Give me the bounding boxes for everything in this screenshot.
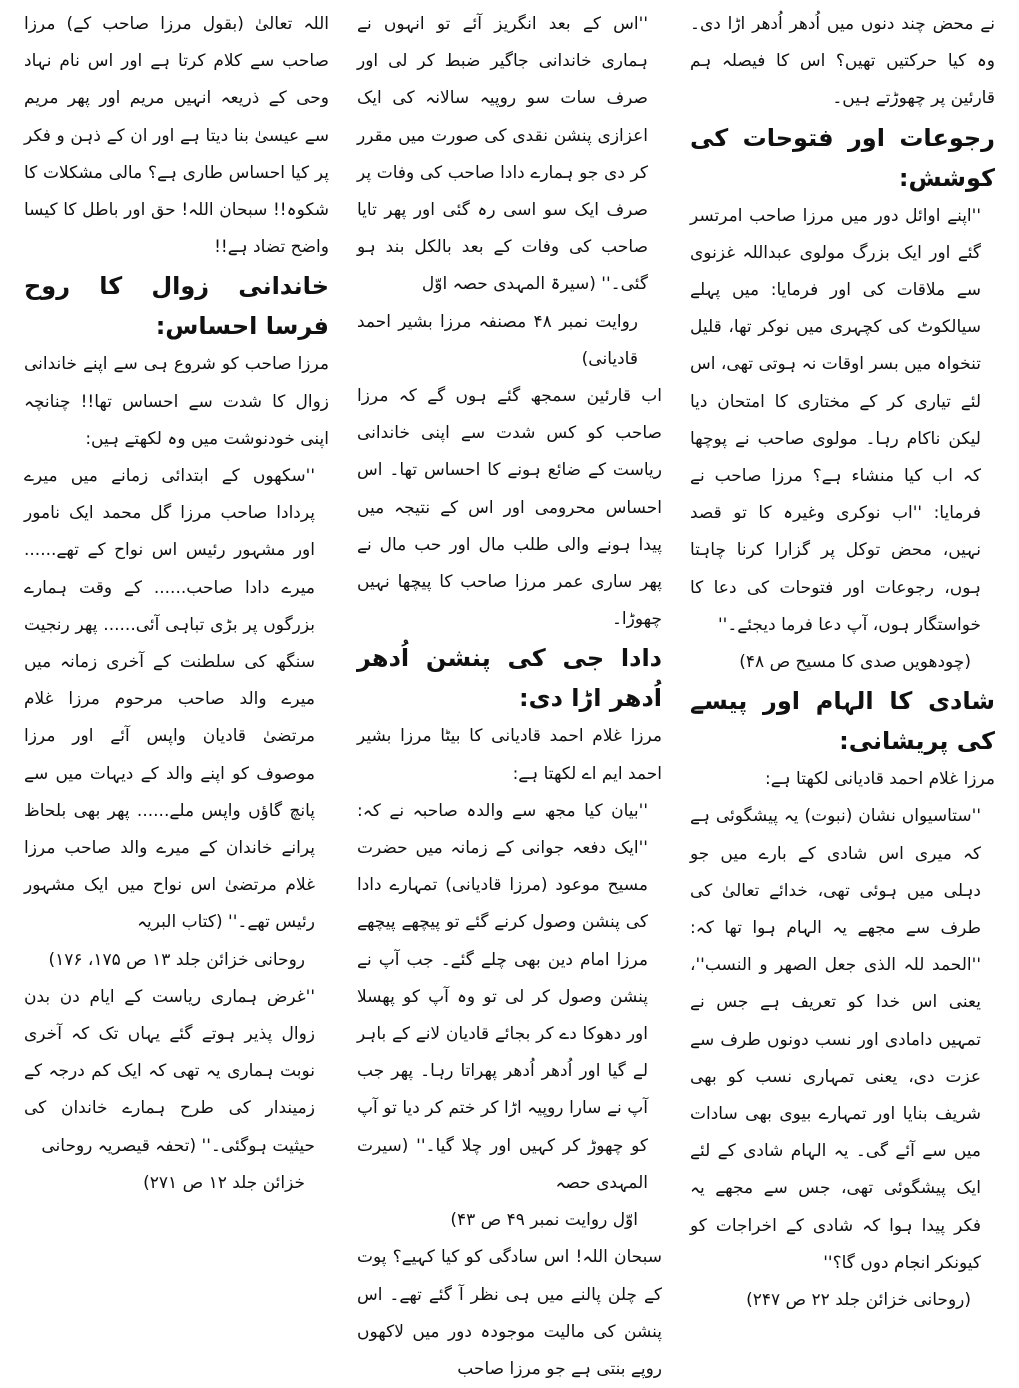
quoted-passage: ''اپنے اوائل دور میں مرزا صاحب امرتسر گئے اور ایک بزرگ مولوی عبداللہ غزنوی سے ملاقات کی اور فرمایا: میں پہلے سیالکوٹ کی کچہری میں نوکر تھا، قلیل تنخواہ میں بسر اوقات نہ ہوتی تھی، اس لئے تیاری کر کے مختاری کا امتحان دیا لیکن ناکام رہا۔ مولوی صاحب نے پوچھا کہ اب کیا منشاء ہے؟ مرزا صاحب نے فرمایا: ''اب نوکری وغیرہ کا تو قصد نہیں، محض توکل پر گزارا کرنا چاہتا ہوں، رجوعات اور فتوحات کی دعا کا خواستگار ہوں، آپ دعا فرما دیجئے۔'' bbox=[690, 205, 981, 635]
body-paragraph: مرزا صاحب کو شروع ہی سے اپنے خاندانی زوال کا شدت سے احساس تھا!! چنانچہ اپنی خودنوشت میں وہ لکھتے ہیں: bbox=[24, 354, 329, 449]
quoted-passage: ''غرض ہماری ریاست کے ایام دن بدن زوال پذیر ہوتے گئے یہاں تک کہ آخری نوبت ہماری یہ تھی کہ ایک کم درجہ کے زمیندار کی طرح ہمارے خاندان کی حیثیت ہوگئی۔'' (تحفہ قیصریہ روحانی bbox=[24, 986, 315, 1156]
body-paragraph: اللہ تعالیٰ (بقول مرزا صاحب کے) مرزا صاحب سے کلام کرتا ہے اور اس نام نہاد وحی کے ذریعہ انہیں مریم اور پھر مریم سے عیسیٰ بنا دیتا ہے اور ان کے ذہن و فکر پر کیا احساس طاری ہے؟ مالی مشکلات کا شکوہ!! سبحان اللہ! حق اور باطل کا کیسا واضح تضاد ہے!! bbox=[24, 14, 329, 258]
body-paragraph: مرزا غلام احمد قادیانی لکھتا ہے: bbox=[764, 769, 995, 790]
body-paragraph: اب قارئین سمجھ گئے ہوں گے کہ مرزا صاحب کو کس شدت سے اپنی خاندانی ریاست کے ضائع ہونے کا احساس تھا۔ اس احساس محرومی اور اس کے نتیجہ میں پیدا ہونے والی طلب مال اور حب مال نے پھر ساری عمر مرزا صاحب کا پیچھا نہیں چھوڑا۔ bbox=[357, 386, 662, 630]
body-paragraph: نے محض چند دنوں میں اُدھر اُدھر اڑا دی۔ وہ کیا حرکتیں تھیں؟ اس کا فیصلہ ہم قارئین پر چھوڑتے ہیں۔ bbox=[690, 14, 995, 109]
quoted-passage: ''اس کے بعد انگریز آئے تو انہوں نے ہماری خاندانی جاگیر ضبط کر لی اور صرف سات سو روپیہ سالانہ کی ایک اعزازی پنشن نقدی کی صورت میں مقرر کر دی جو ہمارے دادا صاحب کی وفات پر صرف ایک سو اسی رہ گئی اور پھر تایا صاحب کی وفات کے بعد بالکل بند ہو گئی۔'' (سیرۃ المہدی حصہ اوّل bbox=[357, 14, 648, 295]
citation-reference: (روحانی خزائن جلد ۲۲ ص ۲۴۷) bbox=[746, 1290, 971, 1311]
citation-reference: اوّل روایت نمبر ۴۹ ص ۴۳) bbox=[450, 1210, 638, 1231]
section-heading: خاندانی زوال کا روح فرسا احساس: bbox=[24, 272, 329, 341]
body-paragraph: سبحان اللہ! اس سادگی کو کیا کہیے؟ پوت کے چلن پالنے میں ہی نظر آ گئے تھے۔ اس پنشن کی مالیت موجودہ دور میں لاکھوں روپے بنتی ہے جو مرزا صاحب bbox=[357, 1247, 662, 1379]
section-heading: شادی کا الہام اور پیسے کی پریشانی: bbox=[690, 687, 995, 756]
citation-reference: (چودھویں صدی کا مسیح ص ۴۸) bbox=[739, 652, 971, 673]
section-heading: دادا جی کی پنشن اُدھر اُدھر اڑا دی: bbox=[357, 644, 662, 713]
text-column-2 bbox=[343, 6, 676, 1379]
citation-reference: روحانی خزائن جلد ۱۳ ص ۱۷۵، ۱۷۶) bbox=[48, 949, 305, 970]
quoted-passage: ''سکھوں کے ابتدائی زمانے میں میرے پردادا صاحب مرزا گل محمد ایک نامور اور مشہور رئیس اس نواح کے تھے...... میرے دادا صاحب...... کے وقت ہمارے بزرگوں پر بڑی تباہی آئی...... پھر رنجیت سنگھ کی سلطنت کے آخری زمانہ میں میرے والد صاحب مرحوم مرزا غلام مرتضیٰ قادیان واپس آئے اور مرزا موصوف کو اپنے والد کے دیہات میں سے پانچ گاؤں واپس ملے...... پھر بھی بلحاظ پرانے خاندان کے میرے والد صاحب مرزا غلام مرتضیٰ اس نواح میں ایک مشہور رئیس تھے۔'' (کتاب البریہ bbox=[24, 466, 315, 933]
quoted-passage: ''بیان کیا مجھ سے والدہ صاحبہ نے کہ: ''ایک دفعہ جوانی کے زمانہ میں حضرت مسیح موعود (مرزا قادیانی) تمہارے دادا کی پنشن وصول کرنے گئے تو پیچھے پیچھے مرزا امام دین بھی چلے گئے۔ جب آپ نے پنشن وصول کر لی تو وہ آپ کو پھسلا اور دھوکا دے کر بجائے قادیان لانے کے باہر لے گیا اور اُدھر اُدھر پھراتا رہا۔ پھر جب آپ نے سارا روپیہ اڑا کر ختم کر دیا تو آپ کو چھوڑ کر کہیں اور چلا گیا۔'' (سیرت المہدی حصہ bbox=[357, 800, 648, 1193]
citation-reference: خزائن جلد ۱۲ ص ۲۷۱) bbox=[143, 1172, 305, 1193]
body-paragraph: مرزا غلام احمد قادیانی کا بیٹا مرزا بشیر احمد ایم اے لکھتا ہے: bbox=[357, 726, 662, 784]
section-heading: رجوعات اور فتوحات کی کوشش: bbox=[690, 123, 995, 192]
text-column-3 bbox=[676, 6, 1009, 1358]
citation-reference: روایت نمبر ۴۸ مصنفہ مرزا بشیر احمد قادیانی) bbox=[357, 311, 638, 369]
quoted-passage: ''ستاسیواں نشان (نبوت) یہ پیشگوئی ہے کہ میری اس شادی کے بارے میں جو دہلی میں ہوئی تھی، خدائے تعالیٰ کی طرف سے مجھے یہ الہام ہوا تھا کہ: ''الحمد للہ الذی جعل الصھر و النسب''، یعنی اس خدا کو تعریف ہے جس نے تمہیں دامادی اور نسب دونوں طرف سے عزت دی، یعنی تمہاری نسب کو بھی شریف بنایا اور تمہارے بیوی بھی سادات میں سے آئے گی۔ یہ الہام شادی کے لئے ایک پیشگوئی تھی، جس سے مجھے یہ فکر پیدا ہوا کہ شادی کے اخراجات کو کیونکر انجام دوں گا؟'' bbox=[690, 806, 981, 1273]
text-column-1 bbox=[10, 6, 343, 1358]
